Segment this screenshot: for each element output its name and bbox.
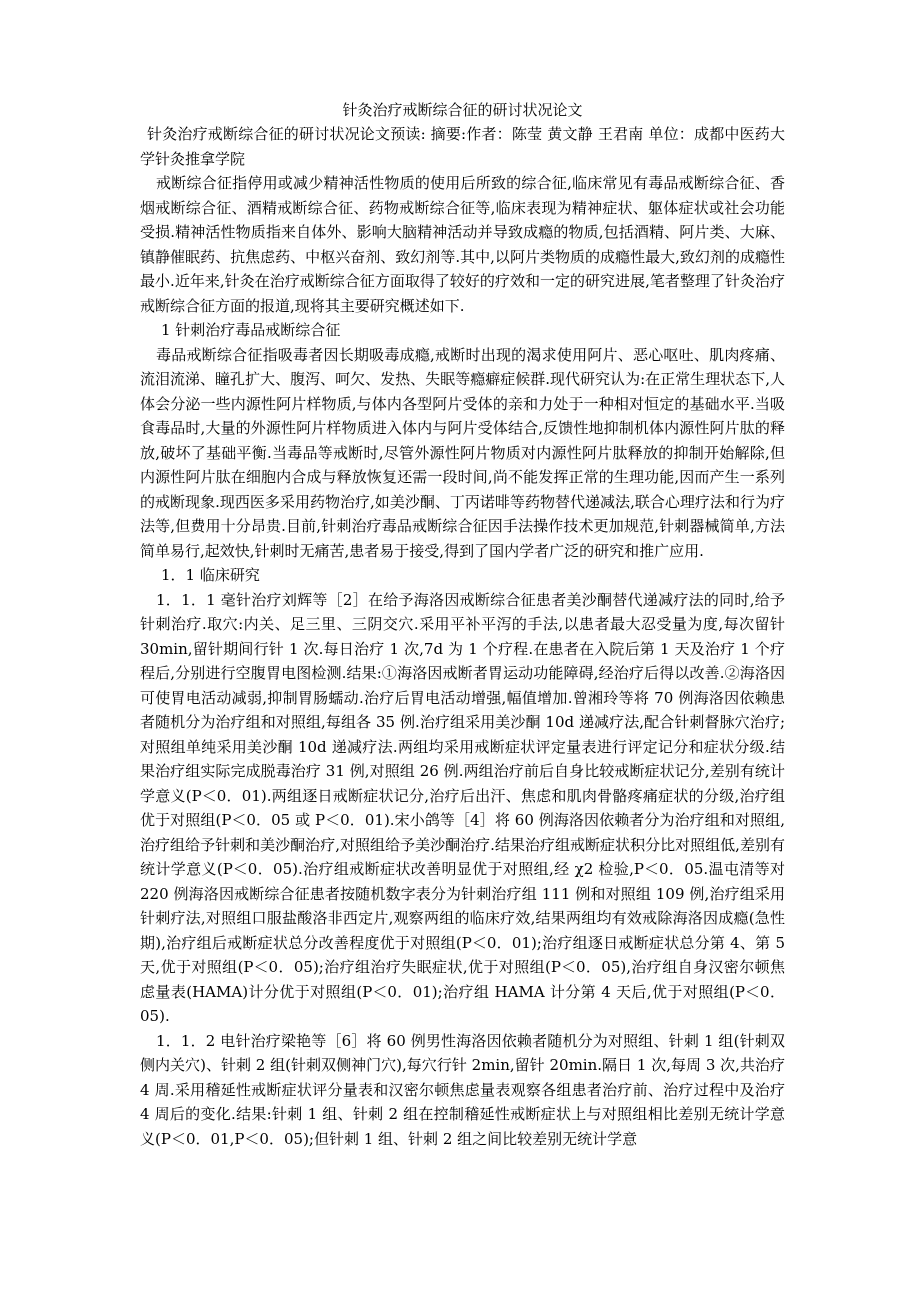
body-paragraph: 1．1．2 电针治疗梁艳等［6］将 60 例男性海洛因依赖者随机分为对照组、针刺 1 组(针刺双侧内关穴)、针刺 2 组(针刺双侧神门穴),每穴行针 2min,留针 20min.隔日 1 次,每周 3 次,共治疗 4 周.采用稽延性戒断症状评分量表和汉密尔顿焦虑量表观察各组患者治疗前、治疗过程中及治疗 4 周后的变化.结果:针刺 1 组、针刺 2 组在控制稽延性戒断症状上与对照组相比差别无统计学意义(P＜0．01,P＜0．05);但针刺 1 组、针刺 2 组之间比较差别无统计学意 — [140, 1031, 785, 1148]
document-title: 针灸治疗戒断综合征的研讨状况论文 — [342, 101, 583, 119]
document-page — [140, 100, 785, 1151]
body-paragraph: 1．1．1 毫针治疗刘辉等［2］在给予海洛因戒断综合征患者美沙酮替代递减疗法的同时,给予针刺治疗.取穴:内关、足三里、三阴交穴.采用平补平泻的手法,以患者最大忍受量为度,每次留针 30min,留针期间行针 1 次.每日治疗 1 次,7d 为 1 个疗程.在患者在入院后第 1 天及治疗 1 个疗程后,分别进行空腹胃电图检测.结果:①海洛因戒断者胃运动功能障碍,经治疗后得以改善.②海洛因可使胃电活动减弱,抑制胃肠蠕动.治疗后胃电活动增强,幅值增加.曾湘玲等将 70 例海洛因依赖患者随机分为治疗组和对照组,每组各 35 例.治疗组采用美沙酮 10d 递减疗法,配合针刺督脉穴治疗;对照组单纯采用美沙酮 10d 递减疗法.两组均采用戒断症状评定量表进行评定记分和症状分级.结果治疗组实际完成脱毒治疗 31 例,对照组 26 例.两组治疗前后自身比较戒断症状记分,差别有统计学意义(P＜0．01).两组逐日戒断症状记分,治疗后出汗、焦虑和肌肉骨骼疼痛症状的分级,治疗组优于对照组(P＜0．05 或 P＜0．01).宋小鸽等［4］将 60 例海洛因依赖者分为治疗组和对照组,治疗组给予针刺和美沙酮治疗,对照组给予美沙酮治疗.结果治疗组戒断症状积分比对照组低,差别有统计学意义(P＜0．05).治疗组戒断症状改善明显优于对照组,经 χ2 检验,P＜0．05.温屯清等对 220 例海洛因戒断综合征患者按随机数字表分为针刺治疗组 111 例和对照组 109 例,治疗组采用针刺疗法,对照组口服盐酸洛非西定片,观察两组的临床疗效,结果两组均有效戒除海洛因成瘾(急性期),治疗组后戒断症状总分改善程度优于对照组(P＜0．01);治疗组逐日戒断症状总分第 4、第 5 天,优于对照组(P＜0．05);治疗组治疗失眠症状,优于对照组(P＜0．05),治疗组自身汉密尔顿焦虑量表(HAMA)计分优于对照组(P＜0．01);治疗组 HAMA 计分第 4 天后,优于对照组(P＜0．05). — [140, 590, 785, 1025]
body-paragraph: 毒品戒断综合征指吸毒者因长期吸毒成瘾,戒断时出现的渴求使用阿片、恶心呕吐、肌肉疼痛、流泪流涕、瞳孔扩大、腹泻、呵欠、发热、失眠等瘾癖症候群.现代研究认为:在正常生理状态下,人体会分泌一些内源性阿片样物质,与体内各型阿片受体的亲和力处于一种相对恒定的基础水平.当吸食毒品时,大量的外源性阿片样物质进入体内与阿片受体结合,反馈性地抑制机体内源性阿片肽的释放,破坏了基础平衡.当毒品等戒断时,尽管外源性阿片物质对内源性阿片肽释放的抑制开始解除,但内源性阿片肽在细胞内合成与释放恢复还需一段时间,尚不能发挥正常的生理功能,因而产生一系列的戒断现象.现西医多采用药物治疗,如美沙酮、丁丙诺啡等药物替代递减法,联合心理疗法和行为疗法等,但费用十分昂贵.目前,针刺治疗毒品戒断综合征因手法操作技术更加规范,针刺器械简单,方法简单易行,起效快,针刺时无痛苦,患者易于接受,得到了国内学者广泛的研究和推广应用. — [140, 345, 785, 560]
intro-paragraph: 针灸治疗戒断综合征的研讨状况论文预读: 摘要:作者：陈莹 黄文静 王君南 单位：成都中医药大学针灸推拿学院 — [140, 125, 785, 168]
body-paragraph: 戒断综合征指停用或减少精神活性物质的使用后所致的综合征,临床常见有毒品戒断综合征、香烟戒断综合征、酒精戒断综合征、药物戒断综合征等,临床表现为精神症状、躯体症状或社会功能受损.精神活性物质指来自体外、影响大脑精神活动并导致成瘾的物质,包括酒精、阿片类、大麻、镇静催眠药、抗焦虑药、中枢兴奋剂、致幻剂等.其中,以阿片类物质的成瘾性最大,致幻剂的成瘾性最小.近年来,针灸在治疗戒断综合征方面取得了较好的疗效和一定的研究进展,笔者整理了针灸治疗戒断综合征方面的报道,现将其主要研究概述如下. — [140, 174, 785, 315]
subsection-heading: 1．1 临床研究 — [161, 566, 260, 584]
section-heading: 1 针刺治疗毒品戒断综合征 — [161, 321, 341, 339]
